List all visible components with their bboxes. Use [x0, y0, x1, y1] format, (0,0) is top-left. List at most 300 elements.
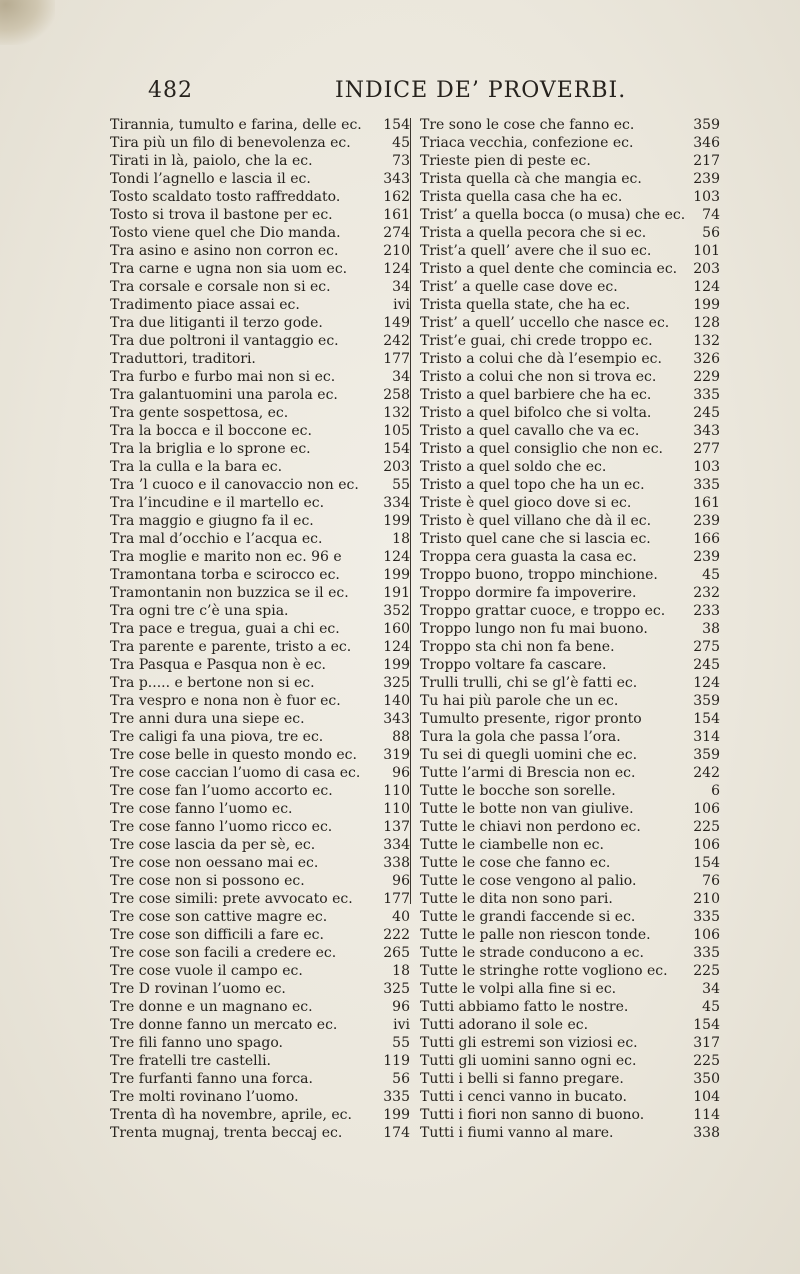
column-divider	[410, 118, 411, 904]
page-reference: 103	[693, 459, 720, 475]
proverb-text: Tra mal d’occhio e l’acqua ec.	[110, 531, 323, 547]
page-reference: 154	[693, 855, 720, 871]
proverb-text: Troppo grattar cuoce, e troppo ec.	[420, 603, 666, 619]
index-entry	[110, 404, 410, 422]
index-entry	[420, 638, 720, 656]
index-entry	[110, 332, 410, 350]
index-entry	[420, 818, 720, 836]
index-entry	[110, 134, 410, 152]
proverb-text: Tosto si trova il bastone per ec.	[110, 207, 333, 223]
proverb-text: Tre cose non oessano mai ec.	[110, 855, 319, 871]
page-reference: 352	[383, 603, 410, 619]
index-entry	[110, 872, 410, 890]
index-entry	[420, 872, 720, 890]
page-reference: 359	[693, 693, 720, 709]
proverb-text: Tra p..... e bertone non si ec.	[110, 675, 315, 691]
page-reference: 45	[702, 999, 720, 1015]
proverb-text: Tutte le cose che fanno ec.	[420, 855, 611, 871]
proverb-text: Tra la culla e la bara ec.	[110, 459, 283, 475]
proverb-text: Tirati in là, paiolo, che la ec.	[110, 153, 313, 169]
proverb-text: Tristo a quel cavallo che va ec.	[420, 423, 640, 439]
proverb-text: Tre furfanti fanno una forca.	[110, 1071, 313, 1087]
page-reference: 73	[392, 153, 410, 169]
proverb-text: Trista quella casa che ha ec.	[420, 189, 623, 205]
index-entry	[420, 1016, 720, 1034]
proverb-text: Tutte le volpi alla fine si ec.	[420, 981, 617, 997]
index-entry	[110, 1070, 410, 1088]
index-entry	[110, 260, 410, 278]
page-reference: 319	[383, 747, 410, 763]
page-reference: 317	[693, 1035, 720, 1051]
page-reference: 124	[383, 639, 410, 655]
index-entry	[110, 638, 410, 656]
proverb-text: Tirannia, tumulto e farina, delle ec.	[110, 117, 362, 133]
page-reference: 265	[383, 945, 410, 961]
right-column	[420, 116, 720, 1141]
page-reference: 124	[383, 549, 410, 565]
page-reference: 359	[693, 117, 720, 133]
page-reference: 325	[383, 675, 410, 691]
page-reference: 325	[383, 981, 410, 997]
page-reference: 232	[693, 585, 720, 601]
page-reference: ivi	[393, 297, 410, 313]
page-reference: 225	[693, 819, 720, 835]
proverb-text: Tre D rovinan l’uomo ec.	[110, 981, 286, 997]
index-entry	[420, 1106, 720, 1124]
index-entry	[110, 296, 410, 314]
index-entry	[110, 710, 410, 728]
proverb-text: Tradimento piace assai ec.	[110, 297, 300, 313]
page-reference: 149	[383, 315, 410, 331]
page-reference: 40	[392, 909, 410, 925]
proverb-text: Tristo quel cane che si lascia ec.	[420, 531, 651, 547]
page-reference: 154	[693, 1017, 720, 1033]
index-entry	[110, 674, 410, 692]
paper-stain	[0, 0, 55, 45]
page-reference: 338	[693, 1125, 720, 1141]
index-entry	[110, 188, 410, 206]
proverb-text: Trist’ a quell’ uccello che nasce ec.	[420, 315, 670, 331]
proverb-text: Tre fili fanno uno spago.	[110, 1035, 283, 1051]
index-entry	[110, 602, 410, 620]
proverb-text: Tristo a colui che non si trova ec.	[420, 369, 657, 385]
index-entry	[420, 1070, 720, 1088]
page-reference: 105	[383, 423, 410, 439]
proverb-text: Tra parente e parente, tristo a ec.	[110, 639, 352, 655]
page-reference: 225	[693, 963, 720, 979]
index-entry	[420, 1088, 720, 1106]
proverb-text: Tramontanin non buzzica se il ec.	[110, 585, 349, 601]
proverb-text: Tutti i cenci vanno in bucato.	[420, 1089, 627, 1105]
index-entry	[420, 584, 720, 602]
proverb-text: Tre cose caccian l’uomo di casa ec.	[110, 765, 361, 781]
proverb-text: Tre cose lascia da per sè, ec.	[110, 837, 316, 853]
page-reference: 96	[392, 765, 410, 781]
page-reference: 350	[693, 1071, 720, 1087]
index-entry	[420, 350, 720, 368]
page-reference: 103	[693, 189, 720, 205]
page-reference: 137	[383, 819, 410, 835]
index-entry	[420, 530, 720, 548]
page-reference: 191	[383, 585, 410, 601]
proverb-text: Tre anni dura una siepe ec.	[110, 711, 305, 727]
left-column	[110, 116, 410, 1141]
index-entry	[420, 836, 720, 854]
page-reference: 346	[693, 135, 720, 151]
index-entry	[420, 602, 720, 620]
page-reference: 275	[693, 639, 720, 655]
index-entry	[110, 548, 410, 566]
page-reference: 199	[383, 1107, 410, 1123]
page-reference: 34	[702, 981, 720, 997]
index-entry	[420, 890, 720, 908]
index-entry	[110, 170, 410, 188]
page-reference: 335	[383, 1089, 410, 1105]
page-reference: 277	[693, 441, 720, 457]
page-reference: 34	[392, 369, 410, 385]
proverb-text: Tutti adorano il sole ec.	[420, 1017, 589, 1033]
page-reference: 338	[383, 855, 410, 871]
page-reference: 96	[392, 999, 410, 1015]
page-reference: 45	[392, 135, 410, 151]
proverb-text: Tra galantuomini una parola ec.	[110, 387, 338, 403]
page-reference: 166	[693, 531, 720, 547]
index-entry	[420, 746, 720, 764]
page-reference: 258	[383, 387, 410, 403]
proverb-text: Tre cose fan l’uomo accorto ec.	[110, 783, 333, 799]
page-reference: 199	[693, 297, 720, 313]
proverb-text: Trulli trulli, chi se gl’è fatti ec.	[420, 675, 638, 691]
proverb-text: Tristo a quel topo che ha un ec.	[420, 477, 645, 493]
index-entry	[110, 782, 410, 800]
page-reference: 110	[383, 783, 410, 799]
proverb-text: Trista quella cà che mangia ec.	[420, 171, 642, 187]
page-reference: 242	[693, 765, 720, 781]
index-entry	[110, 980, 410, 998]
page-reference: 239	[693, 513, 720, 529]
proverb-text: Tra due litiganti il terzo gode.	[110, 315, 323, 331]
index-entry	[420, 386, 720, 404]
page-reference: 154	[383, 441, 410, 457]
index-entry	[420, 656, 720, 674]
index-entry	[110, 368, 410, 386]
page-reference: 222	[383, 927, 410, 943]
page-reference: 162	[383, 189, 410, 205]
page-reference: 124	[383, 261, 410, 277]
page-reference: 119	[383, 1053, 410, 1069]
index-entry	[420, 926, 720, 944]
proverb-text: Trenta mugnaj, trenta beccaj ec.	[110, 1125, 343, 1141]
page-reference: 101	[693, 243, 720, 259]
index-entry	[420, 188, 720, 206]
index-entry	[110, 728, 410, 746]
proverb-text: Tristo a quel dente che comincia ec.	[420, 261, 678, 277]
proverb-text: Tre sono le cose che fanno ec.	[420, 117, 635, 133]
proverb-text: Tristo a quel soldo che ec.	[420, 459, 607, 475]
index-entry	[420, 512, 720, 530]
index-entry	[110, 350, 410, 368]
proverb-text: Tosto viene quel che Dio manda.	[110, 225, 341, 241]
proverb-text: Tristo a quel barbiere che ha ec.	[420, 387, 652, 403]
page-reference: 104	[693, 1089, 720, 1105]
index-entry	[110, 764, 410, 782]
index-entry	[110, 854, 410, 872]
index-entry	[110, 278, 410, 296]
proverb-text: Troppo buono, troppo minchione.	[420, 567, 658, 583]
proverb-text: Tutti i fiori non sanno di buono.	[420, 1107, 645, 1123]
index-entry	[420, 170, 720, 188]
proverb-text: Tre cose son facili a credere ec.	[110, 945, 337, 961]
index-entry	[110, 836, 410, 854]
proverb-text: Trist’e guai, chi crede troppo ec.	[420, 333, 653, 349]
index-entry	[420, 224, 720, 242]
index-entry	[420, 548, 720, 566]
index-entry	[420, 278, 720, 296]
index-entry	[110, 620, 410, 638]
proverb-text: Tutte le stringhe rotte vogliono ec.	[420, 963, 668, 979]
proverb-text: Trenta dì ha novembre, aprile, ec.	[110, 1107, 352, 1123]
proverb-text: Tutte le grandi faccende si ec.	[420, 909, 636, 925]
index-entry	[420, 728, 720, 746]
index-entry	[110, 1124, 410, 1142]
index-entry	[420, 998, 720, 1016]
index-entry	[110, 944, 410, 962]
page-reference: 106	[693, 801, 720, 817]
proverb-text: Tra corsale e corsale non si ec.	[110, 279, 331, 295]
running-title: INDICE DE’ PROVERBI.	[335, 78, 627, 103]
proverb-text: Tutti abbiamo fatto le nostre.	[420, 999, 629, 1015]
proverb-text: Tre cose fanno l’uomo ricco ec.	[110, 819, 333, 835]
index-entry	[110, 206, 410, 224]
index-entry	[420, 1052, 720, 1070]
index-entry	[110, 152, 410, 170]
index-entry	[110, 440, 410, 458]
proverb-text: Troppo sta chi non fa bene.	[420, 639, 615, 655]
proverb-text: Tre donne e un magnano ec.	[110, 999, 313, 1015]
proverb-text: Tre donne fanno un mercato ec.	[110, 1017, 338, 1033]
index-entry	[420, 980, 720, 998]
proverb-text: Trist’a quell’ avere che il suo ec.	[420, 243, 652, 259]
proverb-text: Tre cose belle in questo mondo ec.	[110, 747, 357, 763]
index-entry	[420, 404, 720, 422]
proverb-text: Tramontana torba e scirocco ec.	[110, 567, 340, 583]
index-entry	[420, 332, 720, 350]
index-entry	[420, 314, 720, 332]
page-reference: 335	[693, 909, 720, 925]
index-entry	[420, 800, 720, 818]
page-number: 482	[148, 78, 193, 103]
index-entry	[110, 530, 410, 548]
proverb-text: Tre fratelli tre castelli.	[110, 1053, 271, 1069]
proverb-text: Tra gente sospettosa, ec.	[110, 405, 289, 421]
page-reference: 174	[383, 1125, 410, 1141]
index-entry	[420, 566, 720, 584]
page-reference: 335	[693, 945, 720, 961]
page-reference: 124	[693, 675, 720, 691]
proverb-text: Tre cose non si possono ec.	[110, 873, 305, 889]
index-entry	[420, 1124, 720, 1142]
proverb-text: Tumulto presente, rigor pronto	[420, 711, 642, 727]
index-entry	[420, 206, 720, 224]
index-entry	[420, 296, 720, 314]
page-reference: 210	[693, 891, 720, 907]
index-entry	[420, 1034, 720, 1052]
index-entry	[420, 710, 720, 728]
index-entry	[420, 944, 720, 962]
proverb-text: Trist’ a quella bocca (o musa) che ec.	[420, 207, 686, 223]
proverb-text: Trieste pien di peste ec.	[420, 153, 591, 169]
page-header	[0, 78, 800, 112]
page-reference: 161	[383, 207, 410, 223]
page-reference: 55	[392, 1035, 410, 1051]
index-entry	[420, 242, 720, 260]
page-reference: 343	[383, 171, 410, 187]
page-reference: 177	[383, 351, 410, 367]
proverb-text: Tre cose vuole il campo ec.	[110, 963, 303, 979]
proverb-text: Tre cose son cattive magre ec.	[110, 909, 328, 925]
proverb-text: Tra furbo e furbo mai non si ec.	[110, 369, 336, 385]
page-reference: 161	[693, 495, 720, 511]
proverb-text: Tondi l’agnello e lascia il ec.	[110, 171, 311, 187]
page-reference: 132	[693, 333, 720, 349]
proverb-text: Troppo voltare fa cascare.	[420, 657, 607, 673]
proverb-text: Tra la bocca e il boccone ec.	[110, 423, 312, 439]
page-reference: 76	[702, 873, 720, 889]
index-entry	[110, 1106, 410, 1124]
page-reference: 110	[383, 801, 410, 817]
page-reference: 217	[693, 153, 720, 169]
page-reference: 6	[711, 783, 720, 799]
proverb-text: Tra vespro e nona non è fuor ec.	[110, 693, 341, 709]
page-reference: 106	[693, 927, 720, 943]
index-entry	[110, 224, 410, 242]
proverb-text: Tristo a quel consiglio che non ec.	[420, 441, 664, 457]
index-entry	[110, 656, 410, 674]
page-reference: 210	[383, 243, 410, 259]
page-reference: 106	[693, 837, 720, 853]
proverb-text: Tra due poltroni il vantaggio ec.	[110, 333, 339, 349]
proverb-text: Tu hai più parole che un ec.	[420, 693, 619, 709]
proverb-text: Tra Pasqua e Pasqua non è ec.	[110, 657, 326, 673]
index-entry	[110, 566, 410, 584]
proverb-text: Tre molti rovinano l’uomo.	[110, 1089, 299, 1105]
proverb-text: Tra l’incudine e il martello ec.	[110, 495, 325, 511]
index-entry	[110, 818, 410, 836]
proverb-text: Trista quella state, che ha ec.	[420, 297, 631, 313]
proverb-text: Tutte le dita non sono pari.	[420, 891, 613, 907]
page-reference: ivi	[393, 1017, 410, 1033]
proverb-text: Tutte le strade conducono a ec.	[420, 945, 644, 961]
proverb-text: Tutte le palle non riescon tonde.	[420, 927, 651, 943]
index-entry	[110, 746, 410, 764]
index-entry	[110, 116, 410, 134]
index-entry	[420, 458, 720, 476]
page-reference: 18	[392, 531, 410, 547]
index-entry	[420, 692, 720, 710]
proverb-text: Tutti i fiumi vanno al mare.	[420, 1125, 614, 1141]
proverb-text: Tutte le cose vengono al palio.	[420, 873, 637, 889]
proverb-text: Tra ogni tre c’è una spia.	[110, 603, 289, 619]
page-reference: 45	[702, 567, 720, 583]
index-entry	[420, 422, 720, 440]
index-entry	[420, 908, 720, 926]
proverb-text: Tristo a colui che dà l’esempio ec.	[420, 351, 662, 367]
page-reference: 239	[693, 171, 720, 187]
proverb-text: Tutte le bocche son sorelle.	[420, 783, 616, 799]
index-entry	[110, 242, 410, 260]
page-reference: 203	[693, 261, 720, 277]
page-reference: 274	[383, 225, 410, 241]
index-entry	[420, 494, 720, 512]
page-reference: 203	[383, 459, 410, 475]
proverb-text: Tra moglie e marito non ec. 96 e	[110, 549, 342, 565]
index-entry	[420, 476, 720, 494]
index-entry	[420, 962, 720, 980]
proverb-text: Tosto scaldato tosto raffreddato.	[110, 189, 341, 205]
proverb-text: Tre cose simili: prete avvocato ec.	[110, 891, 353, 907]
index-entry	[420, 260, 720, 278]
proverb-text: Tura la gola che passa l’ora.	[420, 729, 621, 745]
index-entry	[110, 1052, 410, 1070]
page-reference: 245	[693, 405, 720, 421]
index-entry	[110, 1088, 410, 1106]
index-entry	[110, 692, 410, 710]
index-entry	[110, 422, 410, 440]
page-reference: 239	[693, 549, 720, 565]
proverb-text: Tu sei di quegli uomini che ec.	[420, 747, 638, 763]
index-entry	[420, 620, 720, 638]
proverb-text: Trist’ a quelle case dove ec.	[420, 279, 618, 295]
index-entry	[420, 764, 720, 782]
page-reference: 154	[693, 711, 720, 727]
index-entry	[110, 314, 410, 332]
page-reference: 128	[693, 315, 720, 331]
index-entry	[110, 584, 410, 602]
page-reference: 56	[392, 1071, 410, 1087]
page-reference: 140	[383, 693, 410, 709]
index-entry	[110, 962, 410, 980]
page-reference: 34	[392, 279, 410, 295]
page-reference: 88	[392, 729, 410, 745]
index-entry	[420, 152, 720, 170]
proverb-text: Tra la briglia e lo sprone ec.	[110, 441, 311, 457]
index-entry	[110, 890, 410, 908]
index-entry	[110, 998, 410, 1016]
index-entry	[110, 386, 410, 404]
proverb-text: Triaca vecchia, confezione ec.	[420, 135, 634, 151]
index-entry	[420, 782, 720, 800]
page-reference: 229	[693, 369, 720, 385]
page-reference: 124	[693, 279, 720, 295]
proverb-text: Tra asino e asino non corron ec.	[110, 243, 339, 259]
proverb-text: Tra pace e tregua, guai a chi ec.	[110, 621, 340, 637]
proverb-text: Tutti gli estremi son viziosi ec.	[420, 1035, 638, 1051]
page-reference: 225	[693, 1053, 720, 1069]
index-entry	[110, 908, 410, 926]
proverb-text: Tira più un filo di benevolenza ec.	[110, 135, 351, 151]
proverb-text: Tre cose fanno l’uomo ec.	[110, 801, 293, 817]
page-reference: 74	[702, 207, 720, 223]
index-entry	[110, 494, 410, 512]
proverb-text: Tutte le ciambelle non ec.	[420, 837, 604, 853]
proverb-text: Traduttori, traditori.	[110, 351, 256, 367]
index-entry	[110, 458, 410, 476]
page-reference: 96	[392, 873, 410, 889]
index-entry	[110, 512, 410, 530]
proverb-text: Tutti i belli si fanno pregare.	[420, 1071, 624, 1087]
index-entry	[420, 368, 720, 386]
proverb-text: Tutte l’armi di Brescia non ec.	[420, 765, 636, 781]
